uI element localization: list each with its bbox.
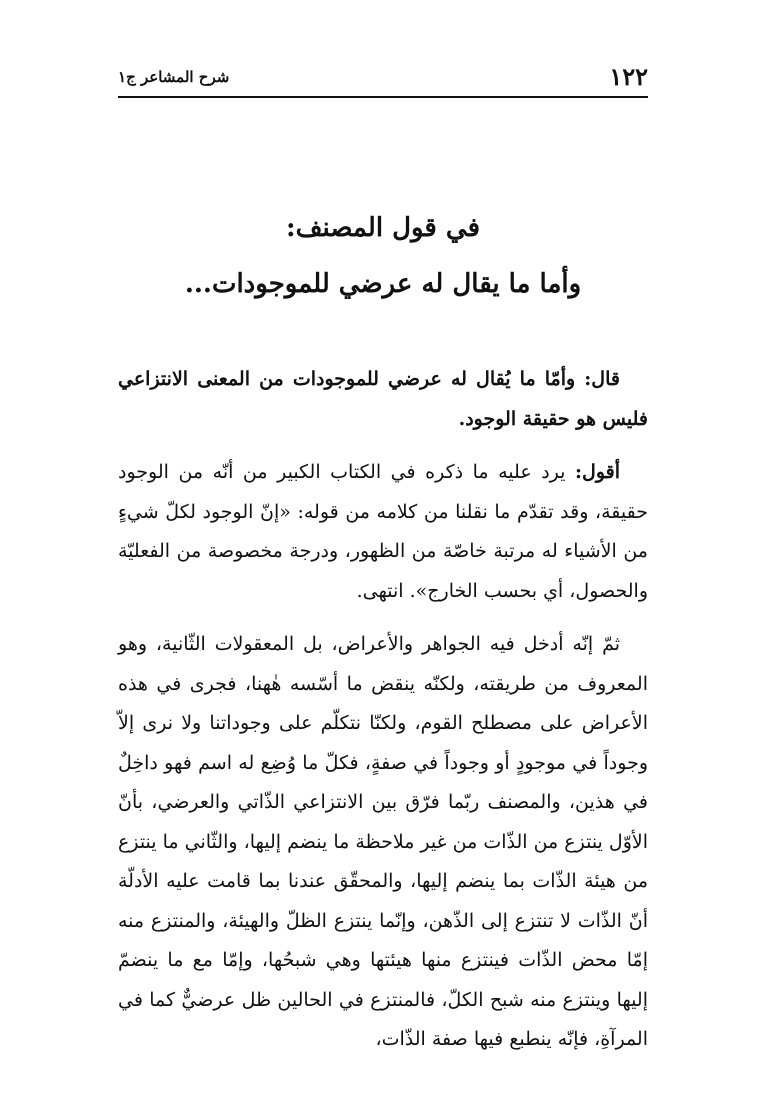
paragraph-1 <box>118 453 648 611</box>
quoted-paragraph <box>118 360 648 439</box>
paragraph-2-text: ثمّ إنّه أدخل فيه الجواهر والأعراض، بل المعقولات الثّانية، وهو المعروف من طريقته، ولكنّه ينقض ما أسّسه هٰهنا، فجرى في هذه الأعراض على مصطلح القوم، ولكنّا نتكلّم على وجوداتنا ولا نرى إلاّ وجوداً في موجودٍ أو وجوداً في صفةٍ، فكلّ ما وُضِع له اسم فهو داخِلٌ في هذين، والمصنف ربّما فرّق بين الانتزاعي الذّاتي والعرضي، بأنّ الأوّل ينتزع من الذّات من غير ملاحظة ما ينضم إليها، والثّاني ما ينتزع من هيئة الذّات بما ينضم إليها، والمحقّق عندنا بما قامت عليه الأدلّة أنّ الذّات لا تنتزع إلى الذّهن، وإنّما ينتزع الظلّ والهيئة، والمنتزع منه إمّا محض الذّات فينتزع منها هيئتها وهي شبحُها، وإمّا مع ما ينضمّ إليها وينتزع منه شبح الكلّ، فالمنتزع في الحالين ظل عرضيٌّ كما في المرآةِ، فإنّه ينطبع فيها صفة الذّات، <box>118 633 648 1050</box>
page-number: ١٢٢ <box>609 62 648 91</box>
section-heading <box>118 200 648 312</box>
heading-line-1: في قول المصنف: <box>285 213 481 243</box>
paragraph-1-lead: أقول: <box>575 461 620 483</box>
paragraph-2 <box>118 625 648 1060</box>
paragraph-1-text: يرد عليه ما ذكره في الكتاب الكبير من أنّه من الوجود حقيقة، وقد تقدّم ما نقلنا من كلامه من قوله: «إنّ الوجود لكلّ شيءٍ من الأشياء له مرتبة خاصّة من الظهور، ودرجة مخصوصة من الفعليّة والحصول، أي بحسب الخارج». انتهى. <box>118 461 648 602</box>
quote-text: وأمّا ما يُقال له عرضي للموجودات من المعنى الانتزاعي فليس هو حقيقة الوجود. <box>118 368 648 430</box>
heading-line-2: وأما ما يقال له عرضي للموجودات... <box>184 269 582 299</box>
running-title: شرح المشاعر ج١ <box>118 68 230 86</box>
body-text <box>118 360 648 1074</box>
quote-lead: قال: <box>584 368 620 390</box>
page-header <box>118 60 648 98</box>
